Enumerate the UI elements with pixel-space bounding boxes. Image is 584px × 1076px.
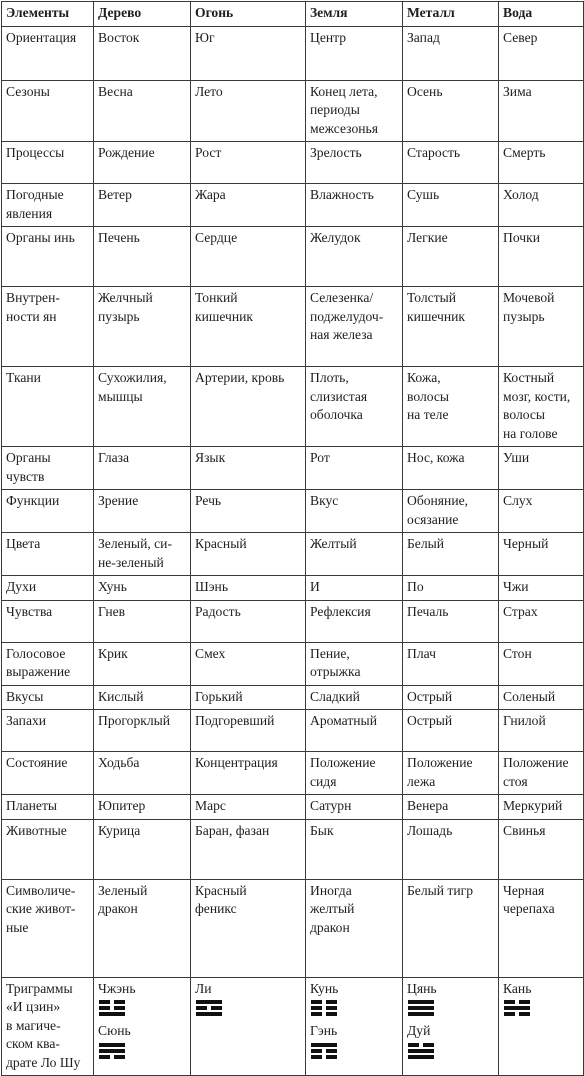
trigram-icon: [311, 1043, 337, 1059]
table-cell: Зима: [499, 80, 584, 142]
row-label: Функции: [2, 490, 94, 533]
table-cell: Бык: [306, 819, 403, 879]
trigram-icon: [408, 1043, 434, 1059]
header-fire: Огонь: [191, 2, 306, 27]
row-label: Вкусы: [2, 685, 94, 710]
table-cell: Почки: [499, 227, 584, 287]
table-cell: Красный феникс: [191, 879, 306, 977]
trigram: [310, 980, 399, 1017]
trigram-cell: [94, 977, 191, 1076]
table-cell: Острый: [403, 710, 499, 752]
trigram-name: Дуй: [407, 1023, 431, 1038]
table-cell: Восток: [94, 26, 191, 80]
trigram-icon: [196, 1000, 222, 1016]
trigram: [407, 1022, 495, 1059]
trigram-name: Сюнь: [98, 1023, 131, 1038]
yin-line-segment: [99, 1055, 110, 1059]
yin-line-segment: [211, 1006, 222, 1010]
trigram-name: Кунь: [310, 980, 339, 996]
table-cell: Концентрация: [191, 752, 306, 795]
yin-line-segment: [114, 1055, 125, 1059]
table-cell: Желчный пузырь: [94, 287, 191, 367]
table-cell: По: [403, 576, 499, 601]
row-label: Погодные явления: [2, 184, 94, 227]
table-cell: Север: [499, 26, 584, 80]
table-cell: Рот: [306, 447, 403, 490]
table-cell: Плоть, слизистая оболочка: [306, 367, 403, 447]
table-cell: Печень: [94, 227, 191, 287]
table-cell: Вкус: [306, 490, 403, 533]
row-label: Символиче- ские живот- ные: [2, 879, 94, 977]
five-elements-table: [1, 1, 584, 1076]
yin-line-segment: [326, 1055, 337, 1059]
table-cell: Черный: [499, 533, 584, 576]
table-cell: Зрение: [94, 490, 191, 533]
table-cell: Уши: [499, 447, 584, 490]
table-cell: Тонкий кишечник: [191, 287, 306, 367]
yang-line: [99, 1012, 125, 1016]
yang-line: [99, 1049, 125, 1053]
yang-line: [99, 1043, 125, 1047]
row-label: Внутрен- ности ян: [2, 287, 94, 367]
table-cell: Желудок: [306, 227, 403, 287]
table-cell: Легкие: [403, 227, 499, 287]
table-cell: Печаль: [403, 600, 499, 642]
table-cell: Рост: [191, 142, 306, 184]
row-label: Органы инь: [2, 227, 94, 287]
trigram-cell: [499, 977, 584, 1076]
table-cell: Зеленый, си- не-зеленый: [94, 533, 191, 576]
trigram: [98, 980, 187, 1017]
table-cell: Смерть: [499, 142, 584, 184]
table-cell: Стон: [499, 642, 584, 685]
table-cell: Рождение: [94, 142, 191, 184]
row-label: Планеты: [2, 795, 94, 820]
table-cell: Зеленый дракон: [94, 879, 191, 977]
table-cell: Кожа, волосы на теле: [403, 367, 499, 447]
table-row: [2, 26, 584, 80]
row-label: Голосовое выражение: [2, 642, 94, 685]
yin-line-segment: [423, 1043, 434, 1047]
table-cell: Рефлексия: [306, 600, 403, 642]
table-cell: Ароматный: [306, 710, 403, 752]
table-cell: Курица: [94, 819, 191, 879]
row-label: Ткани: [2, 367, 94, 447]
table-cell: Прогорклый: [94, 710, 191, 752]
table-cell: Сладкий: [306, 685, 403, 710]
table-cell: И: [306, 576, 403, 601]
row-label: Ориентация: [2, 26, 94, 80]
table-cell: Меркурий: [499, 795, 584, 820]
table-cell: Селезенка/ поджелудоч- ная железа: [306, 287, 403, 367]
table-cell: Черная черепаха: [499, 879, 584, 977]
table-cell: Гнилой: [499, 710, 584, 752]
yin-line-segment: [504, 1000, 515, 1004]
table-cell: Холод: [499, 184, 584, 227]
trigram-icon: [99, 1043, 125, 1059]
row-label: Животные: [2, 819, 94, 879]
yin-line-segment: [114, 1000, 125, 1004]
row-label: Чувства: [2, 600, 94, 642]
table-cell: Венера: [403, 795, 499, 820]
table-cell: Ветер: [94, 184, 191, 227]
trigram-cell: [191, 977, 306, 1076]
table-cell: Юпитер: [94, 795, 191, 820]
trigram-name: Гэнь: [310, 1023, 338, 1038]
table-cell: Баран, фазан: [191, 819, 306, 879]
table-cell: Сушь: [403, 184, 499, 227]
row-label: Органы чувств: [2, 447, 94, 490]
table-row: [2, 367, 584, 447]
table-cell: Белый: [403, 533, 499, 576]
table-row: [2, 685, 584, 710]
table-row: [2, 287, 584, 367]
table-cell: Сухожилия, мышцы: [94, 367, 191, 447]
yin-line-segment: [311, 1055, 322, 1059]
yang-line: [196, 1000, 222, 1004]
table-cell: Смех: [191, 642, 306, 685]
table-cell: Свинья: [499, 819, 584, 879]
trigram: [310, 1022, 399, 1059]
table-row: [2, 795, 584, 820]
table-cell: Положение стоя: [499, 752, 584, 795]
trigram-icon: [311, 1000, 337, 1016]
yin-line-segment: [311, 1049, 322, 1053]
table-cell: Влажность: [306, 184, 403, 227]
yin-line-segment: [311, 1006, 322, 1010]
table-cell: Чжи: [499, 576, 584, 601]
trigram-icon: [408, 1000, 434, 1016]
table-cell: Хунь: [94, 576, 191, 601]
yin-line-segment: [99, 1006, 110, 1010]
row-label: Духи: [2, 576, 94, 601]
table-cell: Марс: [191, 795, 306, 820]
yin-line-segment: [519, 1012, 530, 1016]
yang-line: [311, 1043, 337, 1047]
yin-line-segment: [311, 1000, 322, 1004]
row-label: Цвета: [2, 533, 94, 576]
table-row: [2, 80, 584, 142]
table-cell: Острый: [403, 685, 499, 710]
row-label: Триграммы «И цзин» в магиче- ском ква- драте Ло Шу: [2, 977, 94, 1076]
table-cell: Слух: [499, 490, 584, 533]
trigram-name: Кань: [503, 980, 532, 996]
table-cell: Кислый: [94, 685, 191, 710]
yin-line-segment: [326, 1049, 337, 1053]
yang-line: [408, 1055, 434, 1059]
table-cell: Пение, отрыжка: [306, 642, 403, 685]
trigram-icon: [99, 1000, 125, 1016]
table-row: [2, 447, 584, 490]
table-cell: Зрелость: [306, 142, 403, 184]
header-elements: Элементы: [2, 2, 94, 27]
table-cell: Глаза: [94, 447, 191, 490]
trigram-name: Чжэнь: [98, 980, 136, 996]
table-cell: Радость: [191, 600, 306, 642]
trigram-name: Ли: [195, 980, 212, 996]
yin-line-segment: [196, 1006, 207, 1010]
table-cell: Крик: [94, 642, 191, 685]
table-cell: Подгоревший: [191, 710, 306, 752]
table-cell: Лето: [191, 80, 306, 142]
trigram-name: Цянь: [407, 980, 437, 996]
yin-line-segment: [408, 1043, 419, 1047]
table-cell: Нос, кожа: [403, 447, 499, 490]
header-metal: Металл: [403, 2, 499, 27]
table-row-trigrams: [2, 977, 584, 1076]
table-cell: Костный мозг, кости, волосы на голове: [499, 367, 584, 447]
row-label: Состояние: [2, 752, 94, 795]
table-cell: Юг: [191, 26, 306, 80]
table-body: [2, 26, 584, 1076]
table-cell: Язык: [191, 447, 306, 490]
row-label: Запахи: [2, 710, 94, 752]
table-cell: Красный: [191, 533, 306, 576]
yin-line-segment: [326, 1006, 337, 1010]
table-cell: Иногда желтый дракон: [306, 879, 403, 977]
trigram: [98, 1022, 187, 1059]
table-cell: Речь: [191, 490, 306, 533]
table-cell: Сердце: [191, 227, 306, 287]
table-row: [2, 227, 584, 287]
table-cell: Артерии, кровь: [191, 367, 306, 447]
table-cell: Горький: [191, 685, 306, 710]
table-cell: Конец лета, периоды межсезонья: [306, 80, 403, 142]
table-cell: Мочевой пузырь: [499, 287, 584, 367]
table-cell: Осень: [403, 80, 499, 142]
header-row: [2, 2, 584, 27]
trigram: [195, 980, 302, 1017]
table-row: [2, 490, 584, 533]
table-header: [2, 2, 584, 27]
table-row: [2, 184, 584, 227]
table-cell: Положение лежа: [403, 752, 499, 795]
table-cell: Белый тигр: [403, 879, 499, 977]
header-water: Вода: [499, 2, 584, 27]
trigram-icon: [504, 1000, 530, 1016]
table-cell: Гнев: [94, 600, 191, 642]
yin-line-segment: [99, 1000, 110, 1004]
table-cell: Положение сидя: [306, 752, 403, 795]
yin-line-segment: [519, 1000, 530, 1004]
trigram-cell: [306, 977, 403, 1076]
table-row: [2, 642, 584, 685]
table-cell: Ходьба: [94, 752, 191, 795]
table-row: [2, 142, 584, 184]
yang-line: [196, 1012, 222, 1016]
yang-line: [504, 1006, 530, 1010]
trigram-cell: [403, 977, 499, 1076]
table-cell: Толстый кишечник: [403, 287, 499, 367]
table-cell: Желтый: [306, 533, 403, 576]
yang-line: [408, 1049, 434, 1053]
table-row: [2, 819, 584, 879]
yin-line-segment: [311, 1012, 322, 1016]
row-label: Сезоны: [2, 80, 94, 142]
yin-line-segment: [326, 1012, 337, 1016]
table-row: [2, 879, 584, 977]
table-cell: Соленый: [499, 685, 584, 710]
yin-line-segment: [326, 1000, 337, 1004]
table-cell: Страх: [499, 600, 584, 642]
table-cell: Обоняние, осязание: [403, 490, 499, 533]
header-earth: Земля: [306, 2, 403, 27]
row-label: Процессы: [2, 142, 94, 184]
yang-line: [408, 1006, 434, 1010]
table-row: [2, 533, 584, 576]
table-cell: Шэнь: [191, 576, 306, 601]
trigram: [407, 980, 495, 1017]
table-cell: Лошадь: [403, 819, 499, 879]
trigram: [503, 980, 580, 1017]
table-row: [2, 576, 584, 601]
table-cell: Плач: [403, 642, 499, 685]
table-row: [2, 752, 584, 795]
table-row: [2, 710, 584, 752]
table-cell: Центр: [306, 26, 403, 80]
yin-line-segment: [114, 1006, 125, 1010]
table-cell: Старость: [403, 142, 499, 184]
header-wood: Дерево: [94, 2, 191, 27]
table-cell: Жара: [191, 184, 306, 227]
table-row: [2, 600, 584, 642]
table-cell: Весна: [94, 80, 191, 142]
yang-line: [408, 1012, 434, 1016]
yang-line: [408, 1000, 434, 1004]
table-cell: Сатурн: [306, 795, 403, 820]
yin-line-segment: [504, 1012, 515, 1016]
table-cell: Запад: [403, 26, 499, 80]
